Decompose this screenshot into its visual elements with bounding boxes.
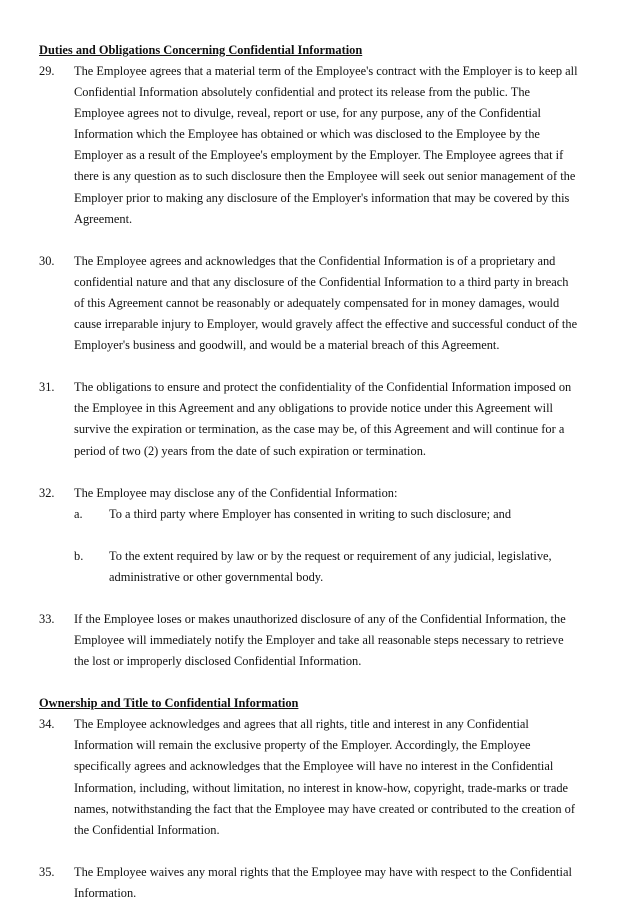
sub-clause-b <box>74 546 598 588</box>
clause-number: 33. <box>39 611 55 626</box>
clause-35 <box>39 862 598 904</box>
spacer <box>39 462 598 483</box>
clause-line: To a third party where Employer has consented in writing to such disclosure; and <box>109 506 512 521</box>
clause-text <box>74 377 598 461</box>
clause-line: If the Employee loses or makes unauthorized disclosure of any of the Confidential Information, the <box>74 611 566 626</box>
clause-line: To the extent required by law or by the request or requirement of any judicial, legislative, <box>109 548 552 563</box>
clause-31 <box>39 377 598 461</box>
clause-line: The Employee acknowledges and agrees that all rights, title and interest in any Confidential <box>74 717 529 732</box>
clause-line: The obligations to ensure and protect the confidentiality of the Confidential Information imposed on <box>74 380 572 395</box>
section-heading-ownership: Ownership and Title to Confidential Information <box>39 696 299 711</box>
sub-clause-a <box>74 504 598 525</box>
clause-number: 32. <box>39 485 55 500</box>
clause-line: Employer prior to making any disclosure of the Employer's information that may be covered by this <box>74 190 570 205</box>
clause-line: Confidential Information absolutely confidential and protect its release from the public. The <box>74 85 531 100</box>
clause-32 <box>39 483 598 588</box>
clause-33 <box>39 609 598 672</box>
clause-line: names, notwithstanding the fact that the Employee may have created or contributed to the creation of <box>74 801 575 816</box>
clause-text <box>74 862 598 904</box>
spacer <box>74 525 598 546</box>
clause-line: Information which the Employee has obtained or which was disclosed to the Employee by the <box>74 127 540 142</box>
clause-line: Agreement. <box>74 211 133 226</box>
clause-number: 31. <box>39 380 55 395</box>
clause-line: Employer's business and goodwill, and would be a material breach of this Agreement. <box>74 338 500 353</box>
clause-line: there is any question as to such disclosure then the Employee will seek out senior management of the <box>74 169 576 184</box>
spacer <box>39 672 598 693</box>
clause-line: cause irreparable injury to Employer, would gravely affect the effective and successful conduct of the <box>74 317 578 332</box>
clause-text <box>74 609 598 672</box>
clause-line: Employer as a result of the Employee's employment by the Employer. The Employee agrees that if <box>74 148 564 163</box>
clause-text <box>74 251 598 356</box>
sub-clause-letter: a. <box>74 506 83 521</box>
clause-line: confidential nature and that any disclosure of the Confidential Information to a third party in breach <box>74 274 569 289</box>
clause-line: of this Agreement cannot be reasonably or adequately compensated for in money damages, would <box>74 295 560 310</box>
spacer <box>39 356 598 377</box>
clause-line: The Employee waives any moral rights that the Employee may have with respect to the Confidential <box>74 864 572 879</box>
clause-34 <box>39 714 598 841</box>
clause-line: survive the expiration or termination, as the case may be, of this Agreement and will continue for a <box>74 422 565 437</box>
spacer <box>39 841 598 862</box>
clause-number: 34. <box>39 717 55 732</box>
clause-number: 30. <box>39 253 55 268</box>
clause-line: specifically agrees and acknowledges that the Employee will have no interest in the Confidential <box>74 759 554 774</box>
clause-text <box>74 483 598 588</box>
clause-line: administrative or other governmental body. <box>109 569 324 584</box>
clause-line: Information, including, without limitation, no interest in know-how, copyright, trade-marks or trade <box>74 780 569 795</box>
clause-number: 35. <box>39 864 55 879</box>
clause-line: Information will remain the exclusive property of the Employer. Accordingly, the Employee <box>74 738 531 753</box>
section-heading-duties: Duties and Obligations Concerning Confidential Information <box>39 43 363 57</box>
clause-text <box>74 61 598 230</box>
clause-line: Employee will immediately notify the Employer and take all reasonable steps necessary to retrieve <box>74 633 564 648</box>
sub-clause-letter: b. <box>74 548 84 563</box>
clause-30 <box>39 251 598 356</box>
spacer <box>39 230 598 251</box>
clause-line: The Employee agrees that a material term of the Employee's contract with the Employer is to keep all <box>74 64 578 78</box>
sub-clause-text <box>109 504 598 525</box>
clause-line: the lost or improperly disclosed Confidential Information. <box>74 654 362 669</box>
clause-text <box>74 714 598 841</box>
sub-clause-text <box>109 546 598 588</box>
clause-line: Employee agrees not to divulge, reveal, report or use, for any purpose, any of the Confidential <box>74 106 541 121</box>
clause-line: Information. <box>74 885 137 900</box>
clause-line: period of two (2) years from the date of such expiration or termination. <box>74 443 426 458</box>
clause-29 <box>39 61 598 230</box>
clause-number: 29. <box>39 64 55 78</box>
clause-line: the Confidential Information. <box>74 822 220 837</box>
clause-line: The Employee agrees and acknowledges that the Confidential Information is of a proprietary and <box>74 253 556 268</box>
clause-line: the Employee in this Agreement and any obligations to provide notice under this Agreement will <box>74 401 553 416</box>
clause-line: The Employee may disclose any of the Confidential Information: <box>74 485 398 500</box>
spacer <box>39 588 598 609</box>
